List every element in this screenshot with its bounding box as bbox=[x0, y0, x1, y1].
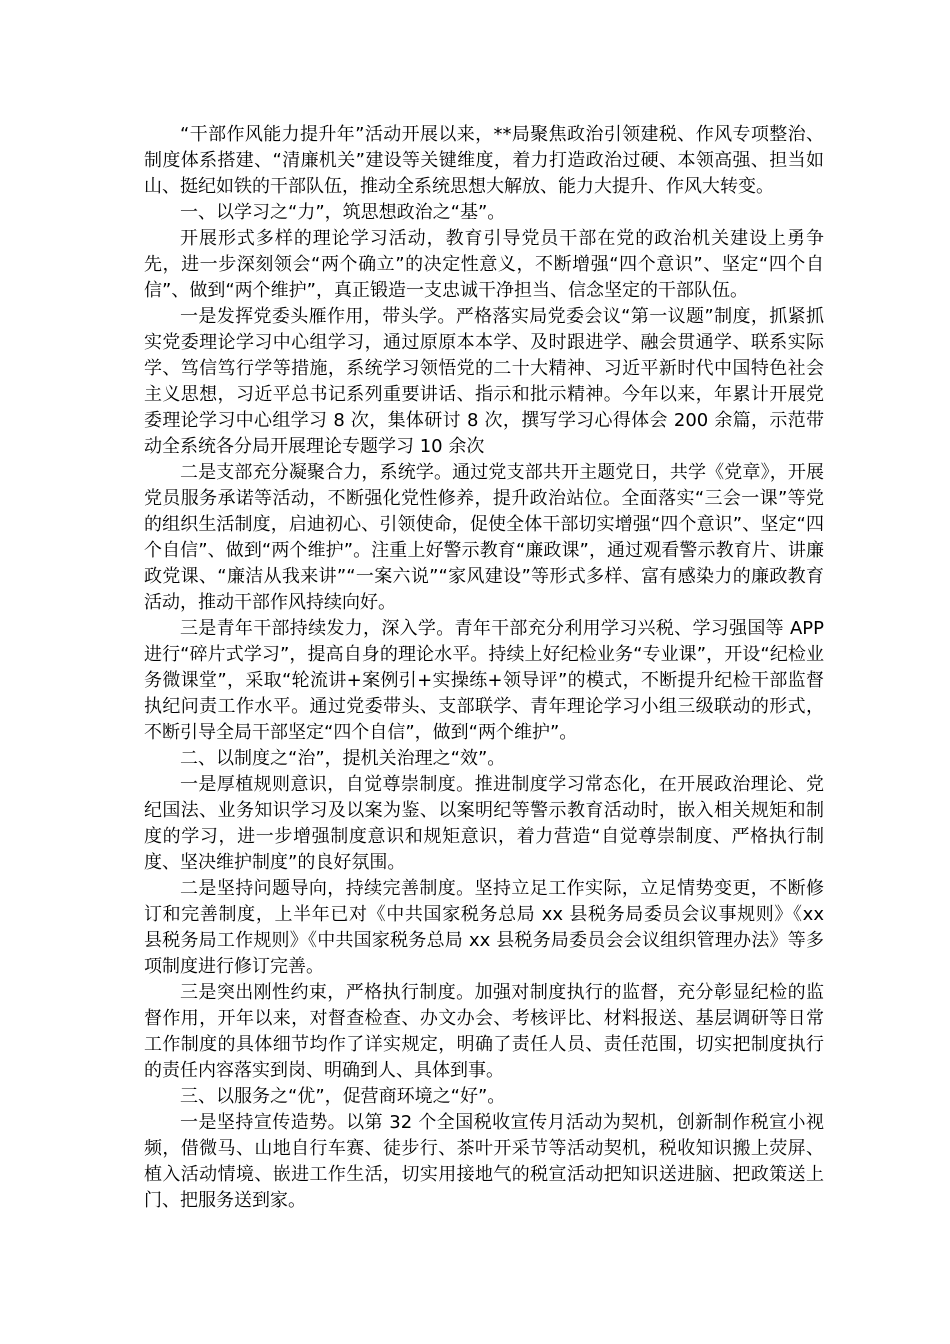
paragraph: 一是发挥党委头雁作用，带头学。严格落实局党委会议“第一议题”制度，抓紧抓实党委理论学习中心组学习，通过原原本本学、及时跟进学、融会贯通学、联系实际学、笃信笃行学等措施，系统学习领悟党的二十大精神、习近平新时代中国特色社会主义思想，习近平总书记系列重要讲话、指示和批示精神。今年以来，年累计开展党委理论学习中心组学习 8 次，集体研讨 8 次，撰写学习心得体会 200 余篇，示范带动全系统各分局开展理论专题学习 10 余次 bbox=[144, 306, 824, 457]
section-heading-1: 一、以学习之“力”，筑思想政治之“基”。 bbox=[180, 202, 506, 223]
paragraph: 三是突出刚性约束，严格执行制度。加强对制度执行的监督，充分彰显纪检的监督作用，开年以来，对督查检查、办文办会、考核评比、材料报送、基层调研等日常工作制度的具体细节均作了详实规定，明确了责任人员、责任范围，切实把制度执行的责任内容落实到岗、明确到人、具体到事。 bbox=[144, 982, 824, 1081]
section-heading-3: 三、以服务之“优”，促营商环境之“好”。 bbox=[180, 1086, 506, 1107]
document-body bbox=[144, 122, 824, 1214]
paragraph: 二是支部充分凝聚合力，系统学。通过党支部共开主题党日，共学《党章》，开展党员服务承诺等活动，不断强化党性修养，提升政治站位。全面落实“三会一课”等党的组织生活制度，启迪初心、引领使命，促使全体干部切实增强“四个意识”、坚定“四个自信”、做到“两个维护”。注重上好警示教育“廉政课”，通过观看警示教育片、讲廉政党课、“廉洁从我来讲”“一案六说”“家风建设”等形式多样、富有感染力的廉政教育活动，推动干部作风持续向好。 bbox=[144, 462, 824, 613]
intro-paragraph: “干部作风能力提升年”活动开展以来，**局聚焦政治引领建税、作风专项整治、制度体系搭建、“清廉机关”建设等关键维度，着力打造政治过硬、本领高强、担当如山、挺纪如铁的干部队伍，推动全系统思想大解放、能力大提升、作风大转变。 bbox=[144, 124, 824, 197]
paragraph: 一是坚持宣传造势。以第 32 个全国税收宣传月活动为契机，创新制作税宣小视频，借微马、山地自行车赛、徒步行、茶叶开采节等活动契机，税收知识搬上荧屏、植入活动情境、嵌进工作生活，切实用接地气的税宣活动把知识送进脑、把政策送上门、把服务送到家。 bbox=[144, 1112, 824, 1211]
paragraph: 三是青年干部持续发力，深入学。青年干部充分利用学习兴税、学习强国等 APP 进行“碎片式学习”，提高自身的理论水平。持续上好纪检业务“专业课”，开设“纪检业务微课堂”，采取“轮流讲+案例引+实操练+领导评”的模式，不断提升纪检干部监督执纪问责工作水平。通过党委带头、支部联学、青年理论学习小组三级联动的形式，不断引导全局干部坚定“四个自信”，做到“两个维护”。 bbox=[144, 618, 824, 743]
paragraph: 一是厚植规则意识，自觉尊崇制度。推进制度学习常态化，在开展政治理论、党纪国法、业务知识学习及以案为鉴、以案明纪等警示教育活动时，嵌入相关规矩和制度的学习，进一步增强制度意识和规矩意识，着力营造“自觉尊崇制度、严格执行制度、坚决维护制度”的良好氛围。 bbox=[144, 774, 824, 873]
paragraph: 二是坚持问题导向，持续完善制度。坚持立足工作实际，立足情势变更，不断修订和完善制度，上半年已对《中共国家税务总局 xx 县税务局委员会议事规则》《xx 县税务局工作规则》《中共国家税务总局 xx 县税务局委员会会议组织管理办法》等多项制度进行修订完善。 bbox=[144, 878, 824, 977]
paragraph: 开展形式多样的理论学习活动，教育引导党员干部在党的政治机关建设上勇争先，进一步深刻领会“两个确立”的决定性意义，不断增强“四个意识”、坚定“四个自信”、做到“两个维护”，真正锻造一支忠诚干净担当、信念坚定的干部队伍。 bbox=[144, 228, 824, 301]
section-heading-2: 二、以制度之“治”，提机关治理之“效”。 bbox=[180, 748, 506, 769]
